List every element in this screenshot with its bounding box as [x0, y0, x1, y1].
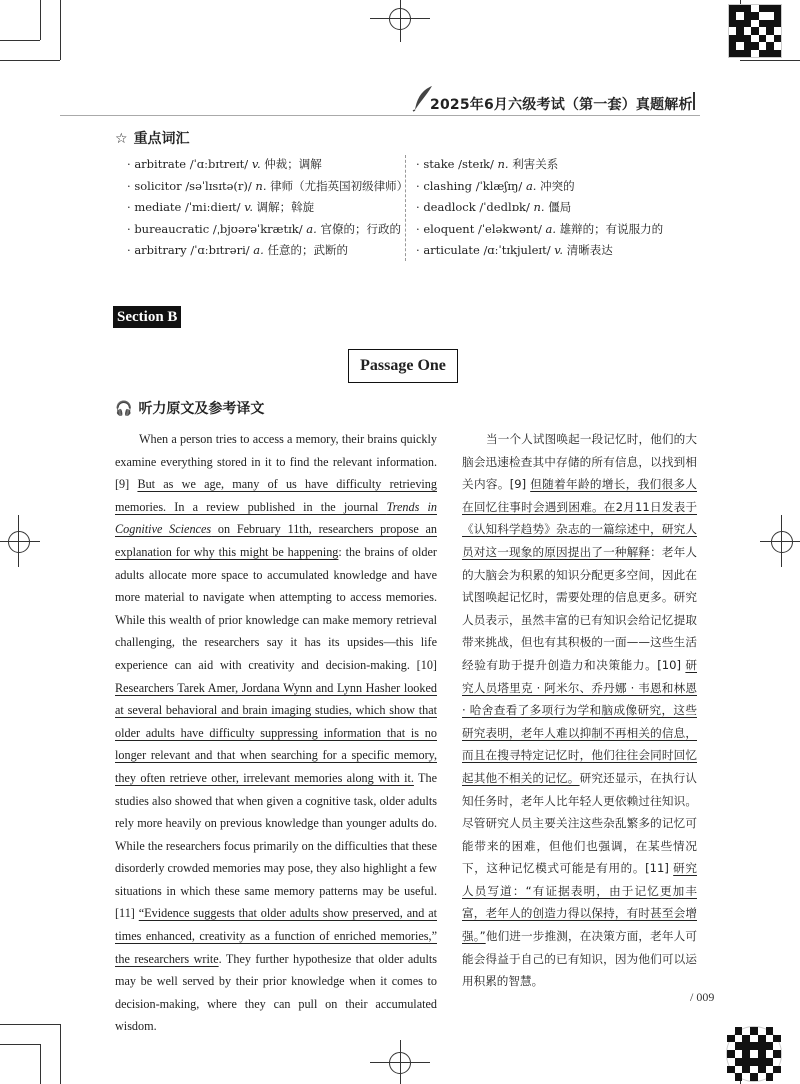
- text-segment: The studies also showed that when given a cognitive task, older adults rely more heavily on previous knowledge than younger adults do. While the researchers focus primarily on the difficulties that these disorderly crowded memories may pose, they also highlight a few situations in which these same memory patterns may be useful. [11]: [115, 770, 437, 921]
- vocab-item: · articulate /ɑːˈtɪkjuleɪt/ v. 清晰表达: [416, 243, 613, 257]
- listening-heading: [115, 398, 264, 418]
- star-icon: ☆: [115, 131, 128, 147]
- answer-underline: But as we age, many of us have difficulty retrieving memories. In a review published in the journal: [115, 477, 437, 514]
- passage-title: [348, 349, 458, 383]
- qr-code-top: [728, 4, 782, 58]
- headphones-icon: 🎧: [115, 401, 133, 417]
- text-segment: 当一个人试图唤起一段记忆时，他们的大脑会迅速检查其中存储的所有信息，以找到相关内容。[9]: [462, 432, 697, 492]
- text-segment: 研究还显示，在执行认知任务时，老年人比年轻人更依赖过往知识。尽管研究人员主要关注这些杂乱繁多的记忆可能带来的困难，但他们也强调，在某些情况下，这种记忆模式可能是有用的。[11]: [462, 770, 697, 876]
- vocab-list-left: [127, 154, 408, 262]
- vocab-heading: [115, 128, 190, 148]
- listening-heading-label: 听力原文及参考译文: [138, 401, 265, 417]
- passage-title-text: Passage One: [360, 357, 446, 374]
- vocab-list-right: [416, 154, 663, 262]
- text-segment: When a person tries to access a memory, their brains quickly examine everything stored in it to find the relevant information. [9]: [115, 432, 437, 492]
- vocab-item: · bureaucratic /ˌbjʊərəˈkrætɪk/ a. 官僚的；行政的: [127, 221, 401, 236]
- answer-underline: 研究人员写道：“有证据表明，由于记忆更加丰富，老年人的创造力得以保持，有时甚至会增强。”: [462, 861, 697, 944]
- vocab-item: · eloquent /ˈeləkwənt/ a. 雄辩的；有说服力的: [416, 221, 664, 236]
- text-segment: . They further hypothesize that older adults may be well served by their prior knowledge when it comes to decision-making, where they can pull on their accumulated wisdom.: [115, 951, 438, 1034]
- answer-underline: “Evidence suggests that older adults show preserved, and at times enhanced, creativity as a function of enriched memories,” the researchers write: [115, 906, 437, 966]
- text-segment: : the brains of older adults allocate more space to accumulated knowledge and have more material to navigate when attempting to access memories. While this wealth of prior knowledge can make memory retrieval challenging, the researchers say it has its upsides—this life experience can aid with creativity and decision-making. [10]: [115, 544, 437, 672]
- answer-underline: Researchers Tarek Amer, Jordana Wynn and Lynn Hasher looked at several behavioral and brain imaging studies, which show that older adults have difficulty suppressing information that is no longer relevant and that when searching for a specific memory, they often retrieve other, irrelevant memories along with it.: [115, 680, 437, 785]
- section-label: Section B: [113, 306, 181, 328]
- answer-underline: 但随着年龄的增长，我们很多人在回忆往事时会遇到困难。在2月11日发表于《认知科学趋势》杂志的一篇综述中，研究人员对这一现象的原因提出了一种解释: [462, 477, 697, 559]
- text-segment: ：老年人的大脑会为积累的知识分配更多空间，因此在试图唤起记忆时，需要处理的信息更多。研究人员表示，虽然丰富的已有知识会给记忆提取带来挑战，但也有其积极的一面——这些生活经验有助于提升创造力和决策能力。[10]: [462, 544, 697, 672]
- qr-code-bottom: [726, 1026, 782, 1082]
- answer-underline: on February 11th, researchers propose an explanation for why this might be happening: [115, 522, 437, 559]
- answer-underline: 研究人员塔里克 · 阿米尔、乔丹娜 · 韦恩和林恩 · 哈舍查看了多项行为学和脑成像研究，这些研究表明，老年人难以抑制不再相关的信息，而且在搜寻特定记忆时，他们往往会同时回忆起其他不相关的记忆。: [462, 657, 697, 785]
- vocab-item: · arbitrary /ˈɑːbɪtrəri/ a. 任意的；武断的: [127, 243, 348, 257]
- vocab-divider: [405, 155, 406, 261]
- page-number: / 009: [690, 990, 715, 1004]
- vocab-item: · deadlock /ˈdedlɒk/ n. 僵局: [416, 200, 572, 214]
- vocab-item: · clashing /ˈklæʃɪŋ/ a. 冲突的: [416, 178, 575, 193]
- header-rule: [60, 115, 700, 116]
- vocab-item: · stake /steɪk/ n. 利害关系: [416, 157, 559, 171]
- vocab-item: · solicitor /səˈlɪsɪtə(r)/ n. 律师（尤指英国初级律师）: [127, 178, 409, 193]
- chinese-translation: [462, 428, 697, 993]
- english-transcript: [115, 428, 437, 1038]
- text-segment: 他们进一步推测，在决策方面，老年人可能会得益于自己的已有知识，因为他们可以运用积累的智慧。: [462, 929, 697, 989]
- vocab-item: · mediate /ˈmiːdieɪt/ v. 调解；斡旋: [127, 200, 315, 214]
- vocab-heading-label: 重点词汇: [133, 131, 190, 147]
- vocab-item: · arbitrate /ˈɑːbɪtreɪt/ v. 仲裁；调解: [127, 157, 322, 171]
- header-divider: [693, 92, 695, 110]
- header-title: 2025年6月六级考试（第一套）真题解析: [430, 97, 693, 113]
- journal-title: Trends in Cognitive Sciences: [115, 499, 437, 537]
